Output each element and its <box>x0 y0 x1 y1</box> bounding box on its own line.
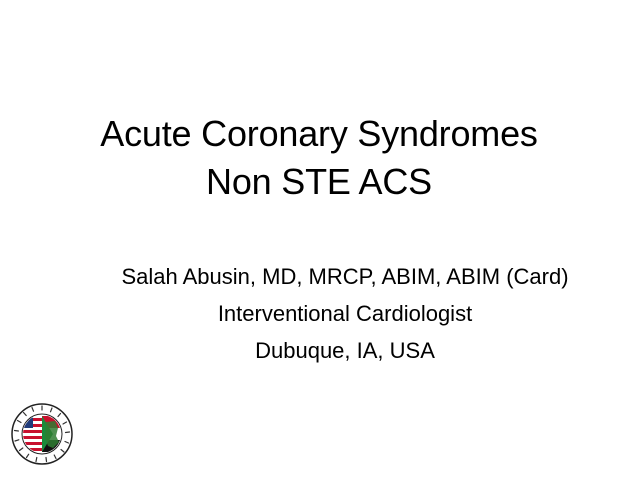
role-line: Interventional Cardiologist <box>217 301 473 326</box>
slide-title <box>0 110 638 206</box>
association-seal-logo <box>10 402 74 466</box>
slide-subtitle <box>0 258 638 369</box>
author-line: Salah Abusin, MD, MRCP, ABIM, ABIM (Card) <box>121 264 569 289</box>
title-line-1: Acute Coronary Syndromes <box>100 113 538 154</box>
title-line-2: Non STE ACS <box>206 161 432 202</box>
location-line: Dubuque, IA, USA <box>255 338 435 363</box>
